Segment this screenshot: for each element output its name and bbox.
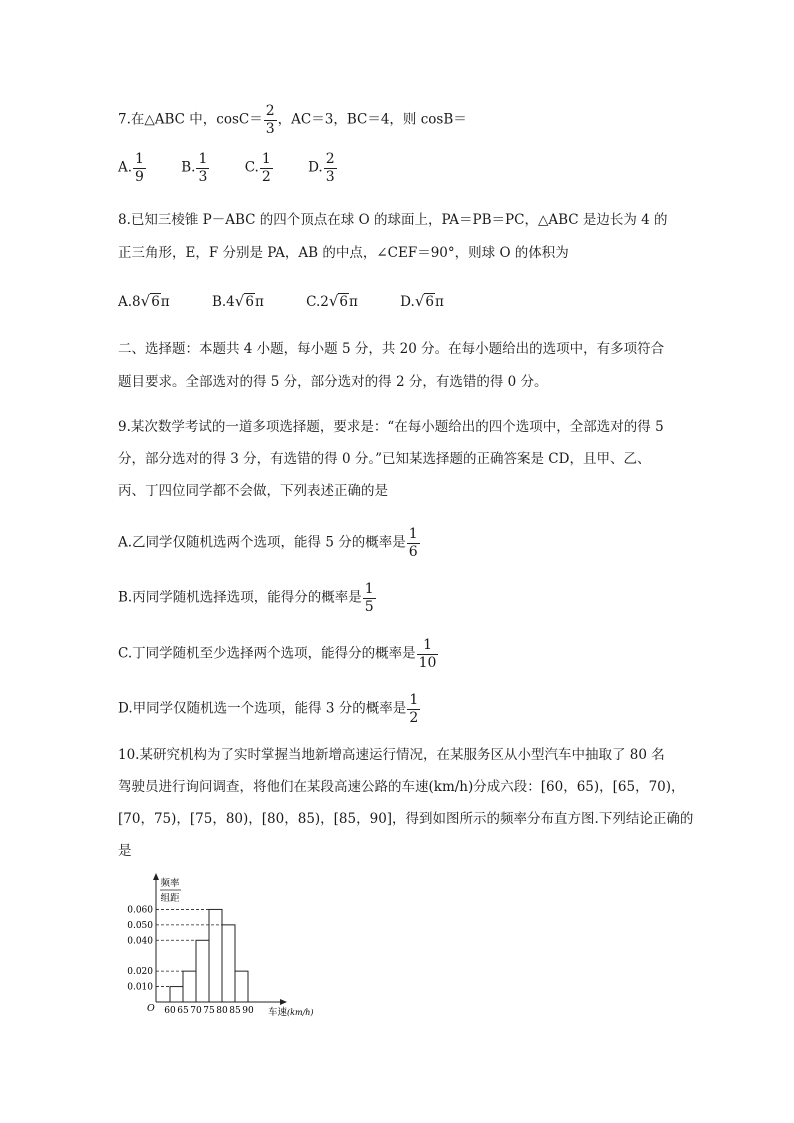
q10-line-1: 10.某研究机构为了实时掌握当地新增高速运行情况，在某服务区从小型汽车中抽取了 80 名 xyxy=(118,747,665,763)
y-tick-label: 0.060 xyxy=(127,905,153,916)
frac-den: 9 xyxy=(135,168,144,185)
q8-option-a xyxy=(118,294,170,310)
q9-option-c-text: C.丁同学随机至少选择两个选项，能得分的概率是 xyxy=(118,645,416,662)
q8-options xyxy=(118,294,474,310)
q7-option-c-label: C. xyxy=(244,159,259,176)
pi-symbol: π xyxy=(349,294,358,310)
sqrt xyxy=(329,294,349,310)
sqrt xyxy=(235,294,255,310)
q7-option-a-label: A. xyxy=(118,159,133,176)
q7-option-b xyxy=(181,152,210,184)
frac-num: 1 xyxy=(408,526,418,542)
x-tick-label: 65 xyxy=(177,1006,189,1016)
frequency-histogram xyxy=(118,872,338,1032)
x-tick-label: 70 xyxy=(190,1006,202,1016)
q9-option-b xyxy=(118,582,377,614)
frac-den: 2 xyxy=(261,168,271,185)
pi-symbol: π xyxy=(434,294,444,310)
y-axis-label-bottom: 组距 xyxy=(160,893,180,904)
histogram-bar xyxy=(209,909,222,1002)
q7-option-d-frac xyxy=(324,152,337,184)
q7-options xyxy=(118,152,368,184)
q9-option-a xyxy=(118,527,421,559)
radicand: 6 xyxy=(425,294,434,310)
q7-option-a xyxy=(118,152,147,184)
q8-line-1: 8.已知三棱锥 P－ABC 的四个顶点在球 O 的球面上，PA＝PB＝PC，△ABC 是边长为 4 的 xyxy=(118,212,668,228)
frac-num: 1 xyxy=(409,692,419,708)
q7-stem xyxy=(118,104,467,136)
q7-frac-den: 3 xyxy=(265,120,275,137)
frac-num: 1 xyxy=(198,151,208,167)
q9-option-d xyxy=(118,693,421,725)
frac-den: 3 xyxy=(198,168,208,185)
origin-label: O xyxy=(147,1003,155,1014)
x-axis-label-text: 车速 xyxy=(268,1007,288,1018)
y-tick-label: 0.020 xyxy=(127,967,153,978)
frac-den: 10 xyxy=(418,654,437,671)
y-tick-label: 0.010 xyxy=(127,982,153,993)
x-tick-label: 80 xyxy=(216,1006,228,1016)
q9-line-3: 丙、丁四位同学都不会做，下列表述正确的是 xyxy=(118,483,388,499)
x-tick-label: 90 xyxy=(242,1006,254,1016)
q7-option-c xyxy=(245,152,274,184)
x-axis-arrow xyxy=(280,999,287,1005)
q8-line-2: 正三角形，E，F 分别是 PA，AB 的中点，∠CEF＝90°，则球 O 的体积为 xyxy=(118,245,569,261)
frac-num: 1 xyxy=(135,151,144,167)
q8-option-b-label: B.4 xyxy=(211,294,235,310)
radicand: 6 xyxy=(151,294,160,310)
q8-option-a-label: A.8 xyxy=(118,294,141,310)
frac-den: 2 xyxy=(409,709,419,726)
section2-line-2: 题目要求。全部选对的得 5 分，部分选对的得 2 分，有选错的得 0 分。 xyxy=(118,374,548,390)
q10-line-3: [70，75)，[75，80)，[80，85)，[85，90]，得到如图所示的频率分布直方图.下列结论正确的 xyxy=(118,811,694,827)
pi-symbol: π xyxy=(254,294,264,310)
q9-option-b-frac xyxy=(363,582,376,614)
q9-option-c-frac xyxy=(417,638,439,670)
frac-num: 1 xyxy=(364,581,374,597)
histogram-bar xyxy=(170,987,183,1002)
q7-option-b-frac xyxy=(196,152,209,184)
section2-line-1: 二、选择题：本题共 4 小题，每小题 5 分，共 20 分。在每小题给出的选项中，有多项符合 xyxy=(118,341,665,357)
y-tick-label: 0.040 xyxy=(127,936,153,947)
histogram-bar xyxy=(235,971,248,1002)
frac-num: 1 xyxy=(423,637,433,653)
q9-option-a-frac xyxy=(407,527,420,559)
q9-option-d-frac xyxy=(407,693,420,725)
radical-sign: √ xyxy=(414,292,425,310)
sqrt xyxy=(141,294,161,310)
y-axis-arrow xyxy=(153,873,159,880)
q7-fraction xyxy=(264,104,277,136)
q7-frac-num: 2 xyxy=(265,103,275,119)
histogram-bar xyxy=(196,940,209,1002)
q7-text-pre: 7.在△ABC 中，cosC＝ xyxy=(118,111,263,128)
frac-den: 6 xyxy=(408,543,418,560)
radicand: 6 xyxy=(339,294,348,310)
frac-den: 5 xyxy=(364,598,374,615)
q9-line-1: 9.某次数学考试的一道多项选择题，要求是：“在每小题给出的四个选项中，全部选对的得 5 xyxy=(118,419,664,435)
pi-symbol: π xyxy=(160,294,170,310)
x-tick-label: 85 xyxy=(229,1006,241,1016)
y-axis-label-top: 频率 xyxy=(160,878,180,889)
q8-option-b xyxy=(212,294,264,310)
q8-option-d-label: D. xyxy=(400,294,415,310)
q10-line-2: 驾驶员进行询问调查，将他们在某段高速公路的车速(km/h)分成六段：[60，65)，[65，70)， xyxy=(118,779,685,795)
sqrt xyxy=(415,294,435,310)
radical-sign: √ xyxy=(140,292,151,310)
q8-option-c xyxy=(306,294,358,310)
y-tick-label: 0.050 xyxy=(127,920,153,931)
q7-text-post: ，AC＝3，BC＝4，则 cosB＝ xyxy=(277,111,467,128)
radical-sign: √ xyxy=(328,292,339,310)
x-axis-unit: (km/h) xyxy=(287,1008,314,1017)
histogram-bar xyxy=(183,971,196,1002)
x-axis-label xyxy=(268,1006,314,1018)
q9-option-a-text: A.乙同学仅随机选两个选项，能得 5 分的概率是 xyxy=(118,534,406,551)
q7-option-b-label: B. xyxy=(181,159,196,176)
frac-num: 2 xyxy=(325,151,335,167)
frac-num: 1 xyxy=(261,151,271,167)
radicand: 6 xyxy=(245,294,254,310)
x-tick-label: 60 xyxy=(164,1006,176,1016)
q7-option-c-frac xyxy=(260,152,273,184)
q8-option-c-label: C.2 xyxy=(306,294,329,310)
q7-option-d xyxy=(308,152,338,184)
q9-option-d-text: D.甲同学仅随机选一个选项，能得 3 分的概率是 xyxy=(118,700,407,717)
radical-sign: √ xyxy=(234,292,245,310)
q10-line-4: 是 xyxy=(118,843,132,859)
q9-option-b-text: B.丙同学随机选择选项，能得分的概率是 xyxy=(118,589,362,606)
x-tick-label: 75 xyxy=(203,1006,215,1016)
q7-option-d-label: D. xyxy=(308,159,323,176)
q8-option-d xyxy=(400,294,444,310)
q7-option-a-frac xyxy=(133,152,146,184)
q9-option-c xyxy=(118,638,439,670)
histogram-bar xyxy=(222,925,235,1002)
frac-den: 3 xyxy=(325,168,335,185)
q9-line-2: 分，部分选对的得 3 分，有选错的得 0 分。”已知某选择题的正确答案是 CD，且甲、乙、 xyxy=(118,451,651,467)
